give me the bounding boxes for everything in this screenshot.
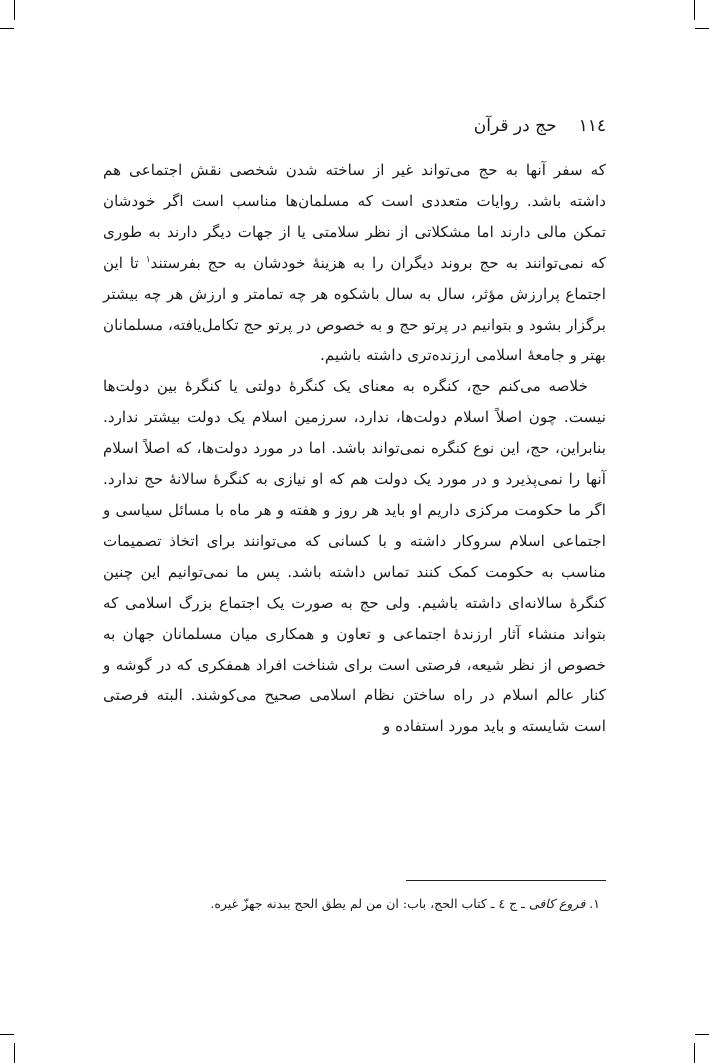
paragraph: خلاصه می‌کنم حج، کنگره به معنای یک کنگرهٔ دولتی یا کنگرهٔ بین دولت‌ها نیست. چون اصلاً اسلام دولت‌ها، ندارد، سرزمین اسلام یک دولت بیشتر ندارد. بنابراین، حج، این نوع کنگره نمی‌تواند باشد. اما در مورد دولت‌ها، که اصلاً اسلام آنها را نمی‌پذیرد و در مورد یک دولت هم که او نیازی به کنگرهٔ سالانهٔ حج ندارد. اگر ما حکومت مرکزی داریم او باید هر روز و هفته و هر ماه با مسائل سیاسی و اجتماعی اسلام سروکار داشته و با کسانی که می‌توانند برای اتخاذ تصمیمات مناسب به حکومت کمک کنند تماس داشته باشد. پس ما نمی‌توانیم این چنین کنگرهٔ سالانه‌ای داشته باشیم. ولی حج به صورت یک اجتماع بزرگ اسلامی که بتواند منشاء آثار ارزندهٔ اجتماعی و تعاون و همکاری میان مسلمانان جهان به خصوص از نظر شیعه، فرصتی است برای شناخت افراد همفکری که در گوشه و کنار عالم اسلام در راه ساختن نظام اسلامی صحیح می‌کوشند. البته فرصتی است شایسته و باید مورد استفاده و	[103, 377, 606, 736]
footnote-text: ـ ج ٤ ـ کتاب الحج، باب: ان من لم یطق الحج ببدنه جهزّ غیره.	[210, 896, 529, 911]
running-title: حج در قرآن	[473, 116, 557, 136]
crop-mark	[14, 0, 15, 20]
crop-mark	[0, 1034, 14, 1035]
crop-mark	[694, 0, 695, 20]
crop-mark	[694, 1043, 695, 1063]
footnote-reference: ١	[145, 254, 151, 265]
crop-mark	[695, 1034, 709, 1035]
paragraph	[103, 155, 606, 371]
footnote-number: ١.	[589, 896, 600, 911]
book-page	[103, 0, 606, 1063]
body-text	[103, 155, 606, 742]
crop-mark	[695, 28, 709, 29]
crop-mark	[14, 1043, 15, 1063]
paragraph-text: که سفر آنها به حج می‌تواند غیر از ساخته شدن شخصی نقش اجتماعی هم داشته باشد. روایات متعددی است که مسلمان‌ها مناسب است اگر خودشان تمکن مالی دارند اما مشکلاتی از نظر سلامتی یا از جهات دیگر دارند به طوری که نمی‌توانند به حج بروند دیگران را به هزینهٔ خودشان به حج بفرستند	[103, 161, 606, 272]
footnote-source-title: فروع کافی	[528, 896, 586, 911]
footnote-divider	[406, 880, 606, 881]
running-header	[103, 112, 606, 140]
paragraph-text: تا این اجتماع پرارزش مؤثر، سال به سال باشکوه هر چه تمامتر و ارزش هر چه بیشتر برگزار بشود و بتوانیم در پرتو حج و به خصوص در پرتو حج تکامل‌یافته، مسلمانان بهتر و جامعهٔ اسلامی ارزنده‌تری داشته باشیم.	[103, 253, 606, 365]
page-number: ١١٤	[578, 116, 606, 136]
footnote	[103, 893, 600, 915]
crop-mark	[0, 28, 14, 29]
